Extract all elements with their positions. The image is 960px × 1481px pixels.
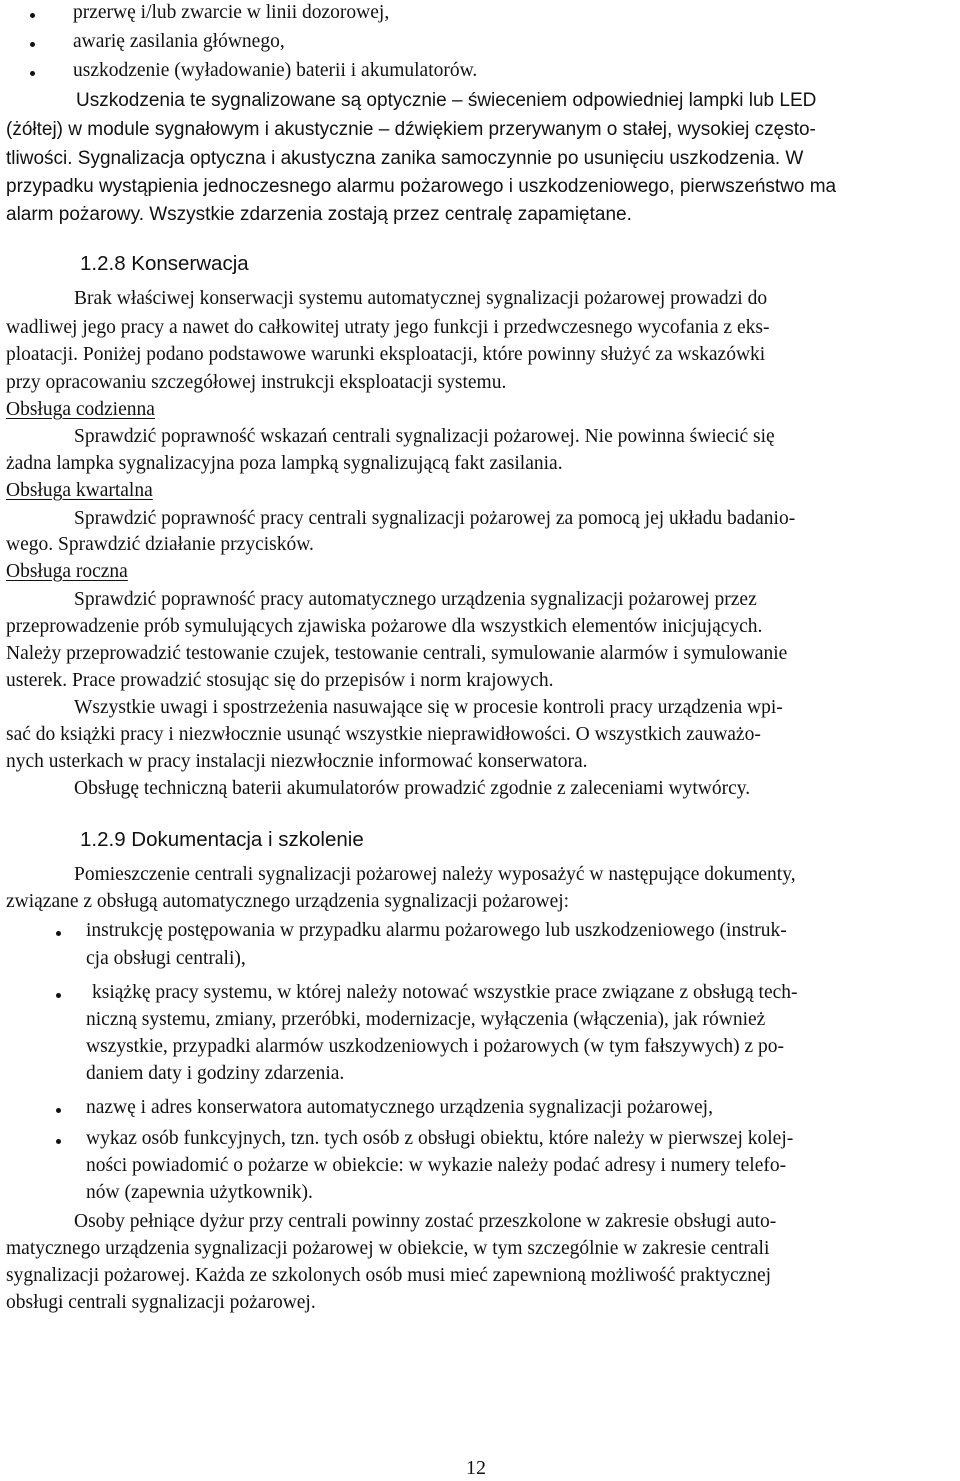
page-number: 12 bbox=[466, 1457, 486, 1479]
intro-paragraph-line: Uszkodzenia te sygnalizowane są optycznie – świeceniem odpowiedniej lampki lub LED bbox=[76, 90, 817, 111]
intro-paragraph-line: przypadku wystąpienia jednoczesnego alarmu pożarowego i uszkodzeniowego, pierwszeństwo ma bbox=[6, 176, 837, 197]
subheading-daily: Obsługa codzienna bbox=[6, 399, 155, 420]
paragraph-line: wadliwej jego pracy a nawet do całkowitej utraty jego funkcji i przedwczesnego wycofania z eks- bbox=[6, 317, 770, 338]
doc-bullet-line: ności powiadomić o pożarze w obiekcie: w wykazie należy podać adresy i numery telefo- bbox=[86, 1155, 787, 1176]
paragraph-line: nych usterkach w pracy instalacji niezwłocznie informować konserwatora. bbox=[6, 751, 588, 772]
paragraph-line: Sprawdzić poprawność pracy centrali sygnalizacji pożarowej za pomocą jej układu badanio- bbox=[74, 508, 796, 529]
paragraph-line: Wszystkie uwagi i spostrzeżenia nasuwające się w procesie kontroli pracy urządzenia wpi- bbox=[74, 697, 783, 718]
paragraph-line: Sprawdzić poprawność pracy automatycznego urządzenia sygnalizacji pożarowej przez bbox=[74, 589, 757, 610]
bullet-marker bbox=[56, 931, 61, 936]
paragraph-line: Brak właściwej konserwacji systemu automatycznej sygnalizacji pożarowej prowadzi do bbox=[74, 288, 768, 309]
paragraph-line: Osoby pełniące dyżur przy centrali powinny zostać przeszkolone w zakresie obsługi auto- bbox=[74, 1211, 777, 1232]
doc-bullet-line: wykaz osób funkcyjnych, tzn. tych osób z obsługi obiektu, które należy w pierwszej kolej- bbox=[86, 1128, 794, 1149]
paragraph-line: Pomieszczenie centrali sygnalizacji pożarowej należy wyposażyć w następujące dokumenty, bbox=[74, 864, 796, 885]
intro-bullet-2: awarię zasilania głównego, bbox=[73, 31, 285, 52]
bullet-marker bbox=[56, 993, 61, 998]
intro-paragraph-line: (żółtej) w module sygnałowym i akustycznie – dźwiękiem przerywanym o stałej, wysokiej często- bbox=[6, 119, 816, 140]
intro-paragraph-line: tliwości. Sygnalizacja optyczna i akustyczna zanika samoczynnie po usunięciu uszkodzenia. W bbox=[6, 148, 804, 169]
doc-bullet-line: instrukcję postępowania w przypadku alarmu pożarowego lub uszkodzeniowego (instruk- bbox=[86, 920, 787, 941]
intro-bullet-1: przerwę i/lub zwarcie w linii dozorowej, bbox=[73, 2, 390, 23]
intro-paragraph-line: alarm pożarowy. Wszystkie zdarzenia zostają przez centralę zapamiętane. bbox=[6, 204, 632, 225]
paragraph-line: Sprawdzić poprawność wskazań centrali sygnalizacji pożarowej. Nie powinna świecić się bbox=[74, 426, 775, 447]
doc-bullet-line: nazwę i adres konserwatora automatycznego urządzenia sygnalizacji pożarowej, bbox=[86, 1097, 713, 1118]
paragraph-line: sać do książki pracy i niezwłocznie usunąć wszystkie nieprawidłowości. O wszystkich zauważo- bbox=[6, 724, 761, 745]
paragraph-line: usterek. Prace prowadzić stosując się do przepisów i norm krajowych. bbox=[6, 670, 554, 691]
section-heading-konserwacja: 1.2.8 Konserwacja bbox=[80, 252, 249, 275]
doc-bullet-line: nów (zapewnia użytkownik). bbox=[86, 1182, 313, 1203]
bullet-marker bbox=[56, 1139, 61, 1144]
doc-bullet-line: niczną systemu, zmiany, przeróbki, modernizacje, wyłączenia (włączenia), jak również bbox=[86, 1009, 766, 1030]
bullet-marker bbox=[30, 71, 35, 76]
paragraph-line: sygnalizacji pożarowej. Każda ze szkolonych osób musi mieć zapewnioną możliwość praktycznej bbox=[6, 1265, 772, 1286]
paragraph-line: przeprowadzenie prób symulujących zjawiska pożarowe dla wszystkich elementów inicjujących. bbox=[6, 616, 763, 637]
section-heading-dokumentacja: 1.2.9 Dokumentacja i szkolenie bbox=[80, 828, 364, 851]
paragraph-line: związane z obsługą automatycznego urządzenia sygnalizacji pożarowej: bbox=[6, 891, 570, 912]
paragraph-line: Należy przeprowadzić testowanie czujek, testowanie centrali, symulowanie alarmów i symulowanie bbox=[6, 643, 788, 664]
paragraph-line: żadna lampka sygnalizacyjna poza lampką sygnalizującą fakt zasilania. bbox=[6, 453, 563, 474]
bullet-marker bbox=[30, 42, 35, 47]
bullet-marker bbox=[30, 13, 35, 18]
paragraph-line: Obsługę techniczną baterii akumulatorów prowadzić zgodnie z zaleceniami wytwórcy. bbox=[74, 778, 751, 799]
subheading-quarterly: Obsługa kwartalna bbox=[6, 480, 153, 501]
paragraph-line: wego. Sprawdzić działanie przycisków. bbox=[6, 534, 314, 555]
paragraph-line: ploatacji. Poniżej podano podstawowe warunki eksploatacji, które powinny służyć za wskazówki bbox=[6, 344, 766, 365]
doc-bullet-line: daniem daty i godziny zdarzenia. bbox=[86, 1063, 345, 1084]
paragraph-line: przy opracowaniu szczegółowej instrukcji eksploatacji systemu. bbox=[6, 372, 507, 393]
paragraph-line: obsługi centrali sygnalizacji pożarowej. bbox=[6, 1292, 316, 1313]
doc-bullet-line: cja obsługi centrali), bbox=[86, 948, 246, 969]
doc-bullet-line: książkę pracy systemu, w której należy notować wszystkie prace związane z obsługą tech- bbox=[92, 982, 798, 1003]
bullet-marker bbox=[56, 1108, 61, 1113]
doc-bullet-line: wszystkie, przypadki alarmów uszkodzeniowych i pożarowych (w tym fałszywych) z po- bbox=[86, 1036, 784, 1057]
paragraph-line: matycznego urządzenia sygnalizacji pożarowej w obiekcie, w tym szczególnie w zakresie centrali bbox=[6, 1238, 770, 1259]
subheading-yearly: Obsługa roczna bbox=[6, 561, 128, 582]
intro-bullet-3: uszkodzenie (wyładowanie) baterii i akumulatorów. bbox=[73, 60, 478, 81]
